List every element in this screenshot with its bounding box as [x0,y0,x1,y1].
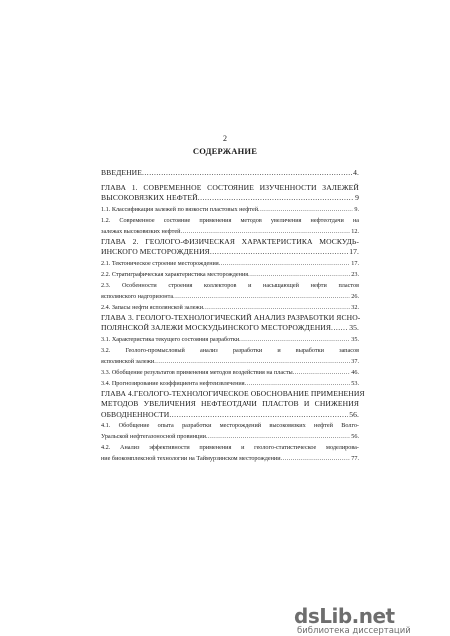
toc-entry-3-1: 3.1. Характеристика текущего состояния разработки ..... 35. [101,334,359,345]
table-of-contents [101,168,365,464]
toc-entry-1-1: 1.1. Классификация залежей по вязкости пластовых нефтей ..... 9. [101,204,359,215]
toc-entry-3-2: 3.2. Геолого-промысловый анализ разработки и выработки запасов ясполянской залежи ..... 37. [101,345,359,367]
toc-title: СОДЕРЖАНИЕ [192,146,258,156]
toc-entry-4-1: 4.1. Обобщение опыта разработки месторождений высоковязких нефтей Волго- Уральской нефтегазоносной провинции ..... 56. [101,420,359,442]
page-number: 2 [223,134,227,143]
toc-entry-chapter-2: ГЛАВА 2. ГЕОЛОГО-ФИЗИЧЕСКАЯ ХАРАКТЕРИСТИКА МОСКУДЬ- ИНСКОГО МЕСТОРОЖДЕНИЯ ..... 17. [101,237,359,258]
toc-entry-2-1: 2.1. Тектоническое строение месторождения ..... 17. [101,258,359,269]
toc-entry-chapter-4: ГЛАВА 4.ГЕОЛОГО-ТЕХНОЛОГИЧЕСКОЕ ОБОСНОВАНИЕ ПРИМЕНЕНИЯ МЕТОДОВ УВЕЛИЧЕНИЯ НЕФТЕОТДАЧИ ПЛАСТОВ И СНИЖЕНИЯ ОБВОДНЕННОСТИ ..... 56. [101,389,359,421]
toc-entry-2-4: 2.4. Запасы нефти ясполянской залежи ..... 32. [101,302,359,313]
toc-entry-3-4: 3.4. Прогнозирование коэффициента нефтеизвлечения ..... 53. [101,378,359,389]
watermark-tagline: библиотека диссертаций [297,626,411,636]
toc-entry-2-2: 2.2. Стратиграфическая характеристика месторождения ..... 23. [101,269,359,280]
toc-entry-chapter-3: ГЛАВА 3. ГЕОЛОГО-ТЕХНОЛОГИЧЕСКИЙ АНАЛИЗ РАЗРАБОТКИ ЯСНО- ПОЛЯНСКОЙ ЗАЛЕЖИ МОСКУДЬИНСКОГО МЕСТОРОЖДЕНИЯ ..... 35. [101,313,359,334]
toc-entry-chapter-1: ГЛАВА 1. СОВРЕМЕННОЕ СОСТОЯНИЕ ИЗУЧЕННОСТИ ЗАЛЕЖЕЙ ВЫСОКОВЯЗКИХ НЕФТЕЙ ..... 9 [101,183,359,204]
toc-entry-4-2: 4.2. Анализ эффективности применения и геолого-статистическое моделирова- ние биокомплексной технологии на Таймурзинском месторождении ..... 77. [101,442,359,464]
toc-entry-2-3: 2.3. Особенности строения коллекторов и насыщающей нефти пластов ясполянского надгоризонта ..... 26. [101,280,359,302]
toc-entry-intro: ВВЕДЕНИЕ ..... 4. [101,168,359,179]
toc-entry-1-2: 1.2. Современное состояние применения методов увеличения нефтеотдачи на залежах высоковязких нефтей ..... 12. [101,215,359,237]
watermark-brand: dsLib.net [294,604,395,628]
toc-entry-3-3: 3.3. Обобщение результатов применения методов воздействия на пласты ..... 46. [101,367,359,378]
watermark-logo [292,595,450,636]
